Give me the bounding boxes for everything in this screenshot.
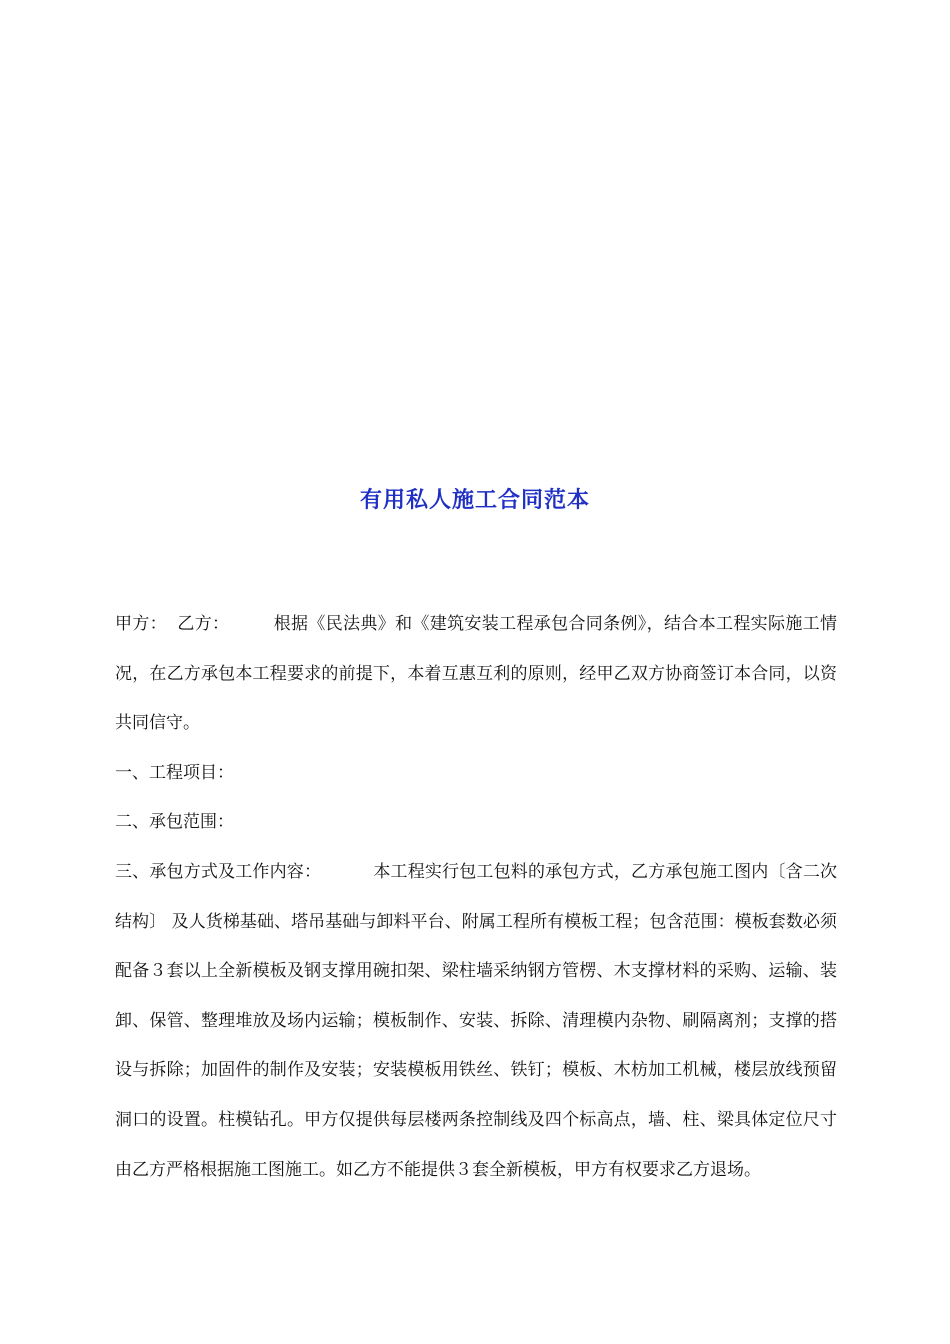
document-title: 有用私人施工合同范本 (359, 488, 590, 513)
section-3-paragraph (115, 848, 837, 1195)
party-b-label: 乙方： (177, 614, 230, 634)
document-body (115, 600, 837, 1195)
intro-text: 根据《民法典》和《建筑安装工程承包合同条例》，结合本工程实际施工情况，在乙方承包本工程要求的前提下，本着互惠互利的原则，经甲乙双方协商签订本合同，以资共同信守。 (115, 614, 838, 734)
section-3-text: 本工程实行包工包料的承包方式，乙方承包施工图内〔含二次结构〕 及人货梯基础、塔吊基础与卸料平台、附属工程所有模板工程；包含范围：模板套数必须配备３套以上全新模板及钢支撑用碗扣架、梁柱墙采纳钢方管楞、木支撑材料的采购、运输、装卸、保管、整理堆放及场内运输；模板制作、安装、拆除、清理模内杂物、刷隔离剂；支撑的搭设与拆除；加固件的制作及安装；安装模板用铁丝、铁钉；模板、木枋加工机械，楼层放线预留洞口的设置。柱模钻孔。甲方仅提供每层楼两条控制线及四个标高点，墙、柱、梁具体定位尺寸由乙方严格根据施工图施工。如乙方不能提供３套全新模板，甲方有权要求乙方退场。 (115, 861, 838, 1180)
intro-paragraph (115, 600, 837, 749)
section-3-heading: 三、承包方式及工作内容： (115, 861, 322, 882)
section-1-heading: 一、工程项目： (115, 762, 234, 783)
party-a-label: 甲方： (115, 614, 168, 634)
section-2-heading: 二、承包范围： (115, 812, 234, 833)
